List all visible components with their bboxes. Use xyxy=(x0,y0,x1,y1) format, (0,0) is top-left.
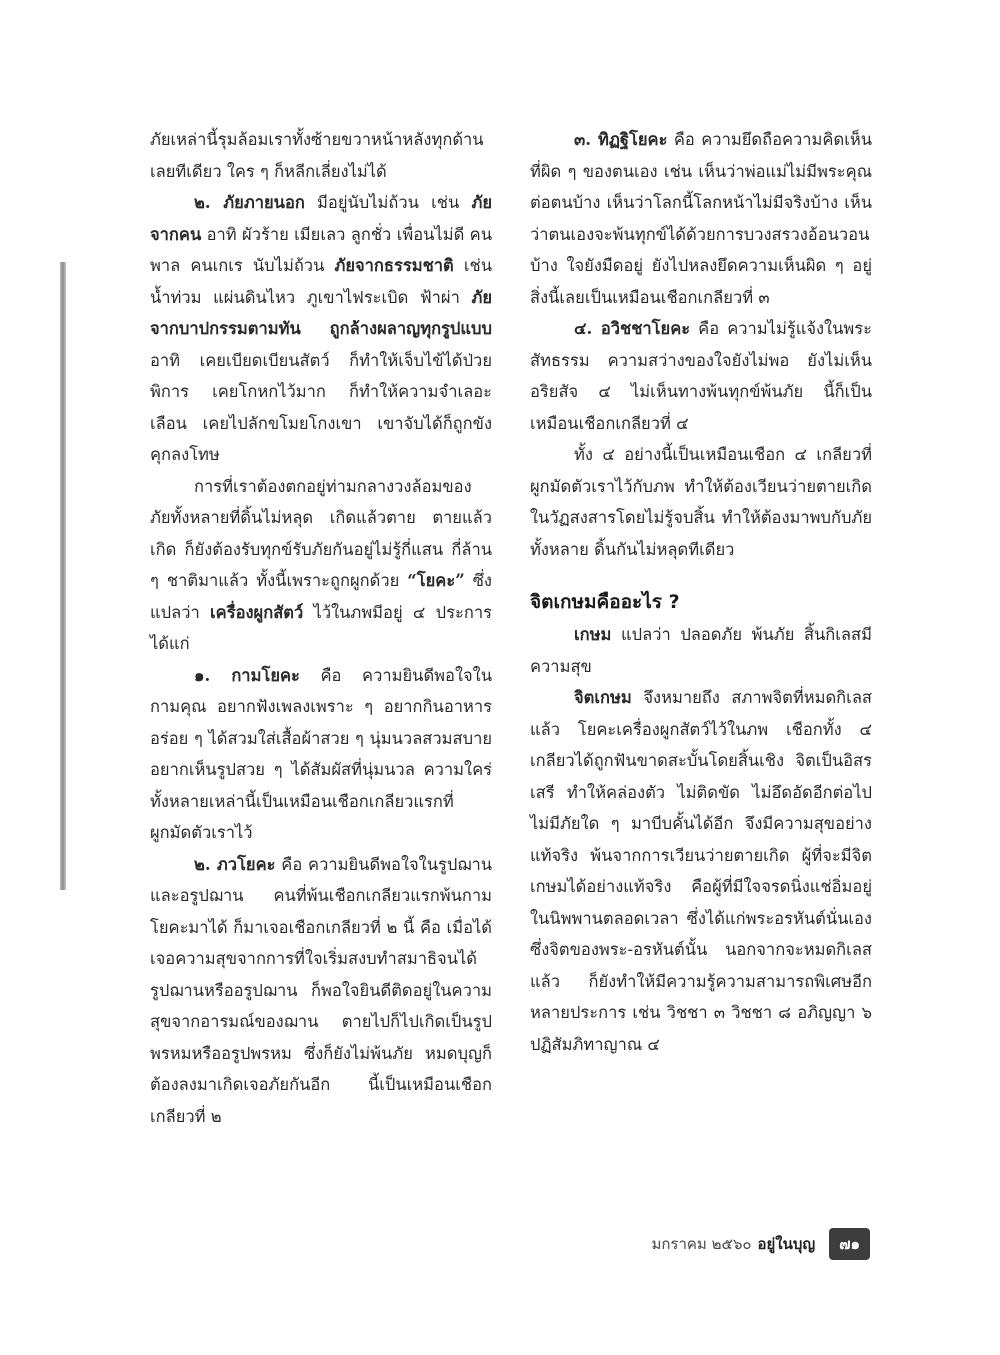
bold-term: ๑. กามโยคะ xyxy=(194,665,300,685)
text-run: แปลว่า ปลอดภัย พ้นภัย สิ้นกิเลสมีความสุข xyxy=(530,625,872,676)
bold-term: ภัยจากบาปกรรมตามทัน ถูกล้างผลาญทุกรูปแบบ xyxy=(150,287,492,338)
bold-term: ภัยจากธรรมชาติ xyxy=(334,256,454,275)
bold-term: ภัยจากคน xyxy=(150,193,492,244)
bold-term: “โยคะ” xyxy=(407,571,465,590)
paragraph xyxy=(150,660,492,849)
paragraph xyxy=(150,849,492,1133)
footer-magazine-name: อยู่ในบุญ xyxy=(757,1235,816,1253)
bold-term: เครื่องผูกสัตว์ xyxy=(210,602,304,622)
bold-term: ๔. อวิชชาโยคะ xyxy=(574,319,691,338)
footer-date-magazine xyxy=(651,1232,815,1256)
text-run: ซึ่งแปลว่า xyxy=(150,571,492,622)
left-column-body xyxy=(150,124,492,1132)
paragraph xyxy=(530,124,872,313)
text-run: คือ ความไม่รู้แจ้งในพระสัทธรรม ความสว่างของใจยังไม่พอ ยังไม่เห็นอริยสัจ ๔ ไม่เห็นทางพ้นทุกข์พ้นภัย นี้ก็เป็นเหมือนเชือกเกลียวที่ ๔ xyxy=(530,319,872,433)
text-run: ไว้ในภพมีอยู่ ๔ ประการ ได้แก่ xyxy=(150,602,492,653)
section-body xyxy=(530,619,872,1060)
text-run: การที่เราต้องตกอยู่ท่ามกลางวงล้อมของภัยทั้งหลายที่ดิ้นไม่หลุด เกิดแล้วตาย ตายแล้วเกิด ก็ยังต้องรับทุกข์รับภัยกันอยู่ไม่รู้กี่แสน กี่ล้าน ๆ ชาติมาแล้ว ทั้งนี้เพราะถูกผูกด้วย xyxy=(150,476,492,590)
text-run: จึงหมายถึง สภาพจิตที่หมดกิเลสแล้ว โยคะเครื่องผูกสัตว์ไว้ในภพ เชือกทั้ง ๔ เกลียวได้ถูกฟันขาดสะบั้นโดยสิ้นเชิง จิตเป็นอิสรเสรี ทำให้คล่องตัว ไม่ติดขัด ไม่อึดอัดอีกต่อไป ไม่มีภัยใด ๆ มาบีบคั้นได้อีก จึงมีความสุขอย่างแท้จริง พ้นจากการเวียนว่ายตายเกิด ผู้ที่จะมีจิตเกษมได้อย่างแท้จริง คือผู้ที่มีใจจรดนิ่งแช่อิ่มอยู่ในนิพพานตลอดเวลา ซึ่งได้แก่พระอรหันต์นั่นเอง ซึ่งจิตของพระ-อรหันต์นั้น นอกจากจะหมดกิเลสแล้ว ก็ยังทำให้มีความรู้ความสามารถพิเศษอีกหลายประการ เช่น วิชชา ๓ วิชชา ๘ อภิญญา ๖ ปฏิสัมภิทาญาณ ๔ xyxy=(530,688,872,1054)
page-edge-shadow xyxy=(60,262,66,890)
bold-term: ๒. ภวโยคะ xyxy=(194,854,276,874)
paragraph xyxy=(530,439,872,565)
page-footer xyxy=(651,1228,870,1260)
text-run: เช่น น้ำท่วม แผ่นดินไหว ภูเขาไฟระเบิด ฟ้าผ่า xyxy=(150,256,492,307)
section-heading: จิตเกษมคืออะไร ? xyxy=(530,591,680,613)
bold-term: จิตเกษม xyxy=(574,688,632,707)
text-run: ภัยเหล่านี้รุมล้อมเราทั้งซ้ายขวาหน้าหลังทุกด้านเลยทีเดียว ใคร ๆ ก็หลีกเลี่ยงไม่ได้ xyxy=(150,130,484,181)
text-run: คือ ความยินดีพอใจในรูปฌานและอรูปฌาน คนที่พ้นเชือกเกลียวแรกพ้นกามโยคะมาได้ ก็มาเจอเชือกเกลียวที่ ๒ นี้ คือ เมื่อได้เจอความสุขจากการที่ใจเริ่มสงบทำสมาธิจนได้รูปฌานหรืออรูปฌาน ก็พอใจยินดีติดอยู่ในความสุขจากอารมณ์ของฌาน ตายไปก็ไปเกิดเป็นรูปพรหมหรืออรูปพรหม ซึ่งก็ยังไม่พ้นภัย หมดบุญก็ต้องลงมาเกิดเจอภัยกันอีก นี้เป็นเหมือนเชือกเกลียวที่ ๒ xyxy=(150,854,492,1126)
bold-term: ๓. ทิฏฐิโยคะ xyxy=(574,130,668,149)
paragraph xyxy=(150,187,492,471)
footer-date: มกราคม ๒๕๖๐ xyxy=(651,1235,752,1253)
paragraph xyxy=(530,313,872,439)
right-column xyxy=(530,124,872,1060)
paragraph xyxy=(530,682,872,1060)
left-column xyxy=(150,124,492,1132)
page-number: ๗๑ xyxy=(829,1228,870,1260)
paragraph xyxy=(530,619,872,682)
text-run: คือ ความยึดถือความคิดเห็นที่ผิด ๆ ของตนเอง เช่น เห็นว่าพ่อแม่ไม่มีพระคุณต่อตนบ้าง เห็นว่าโลกนี้โลกหน้าไม่มีจริงบ้าง เห็นว่าตนเองจะพ้นทุกข์ได้ด้วยการบวงสรวงอ้อนวอนบ้าง ใจยังมืดอยู่ ยังไปหลงยึดความเห็นผิด ๆ อยู่ สิ่งนี้เลยเป็นเหมือนเชือกเกลียวที่ ๓ xyxy=(530,130,872,307)
paragraph xyxy=(150,124,492,187)
section-gap xyxy=(530,565,872,585)
bold-term: ๒. ภัยภายนอก xyxy=(194,193,305,212)
text-run: ทั้ง ๔ อย่างนี้เป็นเหมือนเชือก ๔ เกลียวที่ผูกมัดตัวเราไว้กับภพ ทำให้ต้องเวียนว่ายตายเกิดในวัฏสงสารโดยไม่รู้จบสิ้น ทำให้ต้องมาพบกับภัยทั้งหลาย ดิ้นกันไม่หลุดทีเดียว xyxy=(530,445,872,559)
text-run: คือ ความยินดีพอใจในกามคุณ อยากฟังเพลงเพราะ ๆ อยากกินอาหารอร่อย ๆ ได้สวมใส่เสื้อผ้าสวย ๆ นุ่มนวลสวมสบาย อยากเห็นรูปสวย ๆ ได้สัมผัสที่นุ่มนวล ความใคร่ทั้งหลายเหล่านี้เป็นเหมือนเชือกเกลียวแรกที่ผูกมัดตัวเราไว้ xyxy=(150,665,492,842)
right-column-body xyxy=(530,124,872,565)
text-run: อาทิ ผัวร้าย เมียเลว ลูกชั่ว เพื่อนไม่ดี คนพาล คนเกเร นับไม่ถ้วน xyxy=(150,224,492,275)
paragraph xyxy=(150,471,492,660)
text-run: อาทิ เคยเบียดเบียนสัตว์ ก็ทำให้เจ็บไข้ได้ป่วย พิการ เคยโกหกไว้มาก ก็ทำให้ความจำเลอะเลือน เคยไปลักขโมยโกงเขา เขาจับได้ก็ถูกขังคุกลงโทษ xyxy=(150,350,492,464)
bold-term: เกษม xyxy=(574,625,612,644)
text-run: มีอยู่นับไม่ถ้วน เช่น xyxy=(304,193,472,212)
